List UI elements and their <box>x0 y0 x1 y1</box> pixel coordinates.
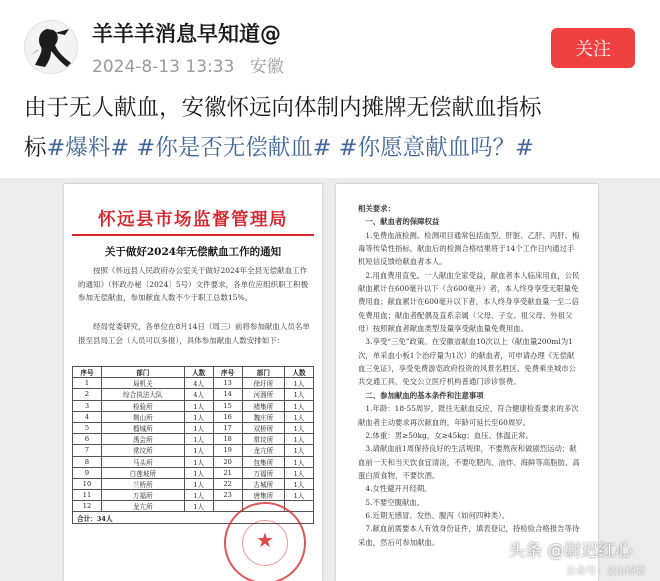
post-header <box>0 0 660 84</box>
table-cell: 1人 <box>285 378 314 389</box>
table-cell: 4 <box>73 411 102 422</box>
table-cell: 1人 <box>184 467 213 478</box>
table-cell: 1人 <box>285 422 314 433</box>
official-seal <box>224 502 306 581</box>
table-header: 序号 <box>73 367 102 378</box>
table-cell: 荆山所 <box>101 411 184 422</box>
avatar-figure-icon <box>25 21 78 74</box>
requirements-text <box>358 202 580 549</box>
follow-button[interactable]: 关注 <box>551 28 635 68</box>
table-cell: 褚集所 <box>242 400 284 411</box>
table-cell: 12 <box>73 501 102 512</box>
table-cell: 徐圩所 <box>242 378 284 389</box>
table-header: 人数 <box>184 367 213 378</box>
table-cell: 20 <box>213 456 242 467</box>
document-page-requirements <box>336 184 598 581</box>
table-cell: 综合执法大队 <box>101 389 184 400</box>
requirements-item: 4.女性避开月经期。 <box>365 484 432 494</box>
table-cell: 禹会所 <box>101 434 184 445</box>
table-cell: 河溜所 <box>242 389 284 400</box>
requirements-item: 1.免费血液检测。检测项目通常包括血型、肝脏、乙肝、丙肝、梅毒等传染性指标，献血后的检测合格结果将于14个工作日内通过手机短信反馈给献血者本人。 <box>358 230 580 267</box>
table-cell: 3 <box>73 400 102 411</box>
table-cell: 1人 <box>184 445 213 456</box>
table-row <box>73 400 314 411</box>
table-row <box>73 456 314 467</box>
table-row <box>73 389 314 400</box>
table-row <box>73 378 314 389</box>
table-header: 部门 <box>101 367 184 378</box>
table-cell: 双桥所 <box>242 422 284 433</box>
table-row <box>73 490 314 501</box>
table-cell: 龙亢所 <box>101 501 184 512</box>
table-cell: 1人 <box>285 400 314 411</box>
attached-image[interactable] <box>0 178 660 581</box>
requirements-item: 2.体重：男≥50kg，女≥45kg；血压、体温正常。 <box>365 430 533 440</box>
table-cell: 兰桥所 <box>101 478 184 489</box>
document-org-title: 怀远县市场监督管理局 <box>98 210 288 230</box>
table-cell: 9 <box>73 467 102 478</box>
requirements-item: 3.享受“三免”政策。在安徽省献血10次以上（献血量200ml为1次，单采血小板1个治疗量为1次）的献血者，可申请办理《无偿献血三免证》，享受免费游览政府投资的风景名胜区、免费乘坐城市公共交通工具、免交公立医疗机构普通门诊诊察费。 <box>358 337 577 387</box>
table-body <box>73 378 314 523</box>
requirements-item: 2.用血费用直免。一人献血全家受益，献血者本人临床用血，公民献血累计在600毫升以下（含600毫升）者，本人终身享受无限量免费用血；献血累计在600毫升以下者，本人终身享受献血量一至二倍免费用血；献血者配偶及直系亲属（父母、子女、祖父母、外祖父母）按照献血者献血类型及量享受献血量免费用血。 <box>358 270 580 334</box>
table-row <box>73 445 314 456</box>
table-cell: 1人 <box>184 478 213 489</box>
table-cell: 1人 <box>285 456 314 467</box>
watermark-sub: 公众号 · 文山诗话 <box>566 566 646 577</box>
table-cell: 4人 <box>184 389 213 400</box>
requirements-item: 5.不要空腹献血。 <box>365 497 425 507</box>
table-cell: 局机关 <box>101 378 184 389</box>
post-location: 安徽 <box>249 57 284 77</box>
watermark: 头条 @尉迟红心 <box>508 541 633 561</box>
notice-paragraph: 按照《怀远县人民政府办公室关于做好2024年全县无偿献血工作的通知》（怀政办秘〔2024〕5号）文件要求，各单位应组织职工积极参加无偿献血，参加献血人数不少于职工总数15%。 <box>78 266 309 302</box>
table-cell: 22 <box>213 478 242 489</box>
table-total: 合计：34人 <box>73 512 314 523</box>
table-cell: 1人 <box>184 400 213 411</box>
hashtag-link[interactable]: #你是否无偿献血# <box>136 135 332 161</box>
table-cell: 23 <box>213 490 242 501</box>
notice-paragraph: 经局党委研究，各单位在8月14日（周三）前将参加献血人员名单报至县局工会（人员可以多报），具体参加献血人数安排如下： <box>78 322 310 345</box>
post-date: 2024-8-13 13:33 <box>92 57 235 77</box>
table-cell: 1人 <box>285 445 314 456</box>
notice-title: 关于做好2024年无偿献血工作的通知 <box>104 246 282 258</box>
table-cell: 马头所 <box>101 456 184 467</box>
table-cell: 魏庄所 <box>242 411 284 422</box>
post-label-prefix: 标 <box>24 135 47 161</box>
table-cell: 5 <box>73 422 102 433</box>
table-header-row <box>73 367 314 378</box>
table-cell: 1人 <box>184 422 213 433</box>
table-cell: 白莲坡所 <box>101 467 184 478</box>
requirements-heading: 相关要求： <box>358 204 395 213</box>
table-cell: 21 <box>213 467 242 478</box>
table-cell: 7 <box>73 445 102 456</box>
table-cell: 万福所 <box>101 490 184 501</box>
table-header: 部门 <box>242 367 284 378</box>
table-cell: 常坟所 <box>101 445 184 456</box>
table-cell: 唐集所 <box>242 490 284 501</box>
table-cell: 1人 <box>285 411 314 422</box>
table-cell: 1人 <box>285 490 314 501</box>
table-cell: 4人 <box>184 378 213 389</box>
table-row <box>73 411 314 422</box>
table-cell: 16 <box>213 411 242 422</box>
table-cell: 常坟所 <box>242 434 284 445</box>
table-cell: 1人 <box>184 456 213 467</box>
table-cell: 2 <box>73 389 102 400</box>
table-header: 序号 <box>213 367 242 378</box>
table-cell: 17 <box>213 422 242 433</box>
table-cell: 11 <box>73 490 102 501</box>
table-cell: 龙亢所 <box>242 445 284 456</box>
requirements-item: 3.请献血前1周保持良好的生活规律，不要熬夜和做剧烈运动；献血前一天和当天饮食宜清淡，不要吃肥肉、油炸、海鲜等高脂肪、高蛋白质食物，不要饮酒。 <box>358 444 580 480</box>
requirements-item: 7.献血前需要本人有效身份证件，填表登记，持检验合格报告等待采血，然后可参加献血。 <box>358 524 580 547</box>
username[interactable]: 羊羊羊消息早知道@ <box>92 22 281 46</box>
table-cell: 1 <box>73 378 102 389</box>
table-cell: 19 <box>213 445 242 456</box>
user-avatar[interactable] <box>24 20 78 74</box>
hashtag-link[interactable]: #爆料# <box>46 135 130 161</box>
requirements-item: 6.近期无感冒、发热、腹泻（如何四种类）。 <box>365 510 510 520</box>
requirements-section-title: 一、献血者的保障权益 <box>365 217 440 227</box>
requirements-item: 1.年龄：18-55周岁，既往无献血反应、符合健康检查要求的多次献血者主动要求再次献血的，年龄可延长至60周岁。 <box>358 404 579 427</box>
table-cell: 1人 <box>285 467 314 478</box>
star-icon: ★ <box>256 528 274 552</box>
table-cell: 6 <box>73 434 102 445</box>
table-cell: 1人 <box>285 389 314 400</box>
table-cell: 10 <box>73 478 102 489</box>
table-cell: 1人 <box>184 411 213 422</box>
table-cell <box>213 501 242 512</box>
table-cell: 1人 <box>184 501 213 512</box>
table-cell: 榴城所 <box>101 422 184 433</box>
table-cell: 18 <box>213 434 242 445</box>
table-cell: 1人 <box>285 434 314 445</box>
table-row <box>73 467 314 478</box>
table-cell: 13 <box>213 378 242 389</box>
table-cell: 1人 <box>285 478 314 489</box>
table-cell: 古城所 <box>242 478 284 489</box>
table-cell: 15 <box>213 400 242 411</box>
donor-quota-table <box>72 366 314 524</box>
post-meta <box>92 52 294 77</box>
table-cell: 8 <box>73 456 102 467</box>
table-row <box>73 422 314 433</box>
table-row <box>73 478 314 489</box>
table-row <box>73 434 314 445</box>
post-body: 由于无人献血，安徽怀远向体制内摊牌无偿献血指标 <box>24 95 542 121</box>
hashtag-link[interactable]: #你愿意献血吗？# <box>338 135 534 161</box>
table-cell: 1人 <box>184 434 213 445</box>
table-cell: 检验所 <box>101 400 184 411</box>
requirements-section-title: 二、参加献血的基本条件和注意事项 <box>365 390 484 400</box>
table-cell: 14 <box>213 389 242 400</box>
table-header: 人数 <box>285 367 314 378</box>
table-cell: 万福所 <box>242 467 284 478</box>
table-cell: 1人 <box>184 490 213 501</box>
post-text <box>24 88 636 168</box>
red-divider <box>72 234 314 236</box>
table-cell: 包集所 <box>242 456 284 467</box>
document-page-notice <box>64 184 322 581</box>
